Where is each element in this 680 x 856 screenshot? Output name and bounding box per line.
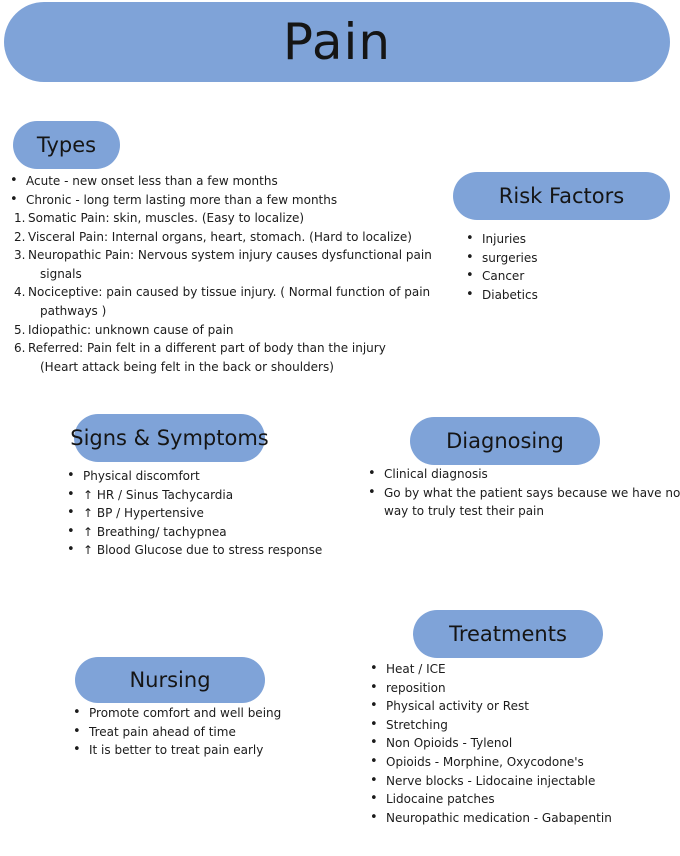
signs-symptoms-heading-pill	[70, 414, 269, 462]
risk-factors-list	[466, 230, 538, 304]
list-item: 1. Somatic Pain: skin, muscles. (Easy to localize)	[14, 211, 305, 225]
types-bullet-list	[10, 172, 337, 209]
diagnosing-heading: Diagnosing	[446, 429, 564, 453]
title-banner	[4, 2, 670, 82]
list-item: • Cancer	[466, 267, 538, 286]
list-item: • Treat pain ahead of time	[73, 723, 281, 742]
list-item: • Physical discomfort	[67, 467, 322, 486]
list-item: 3. Neuropathic Pain: Nervous system injury causes dysfunctional pain signals	[14, 248, 432, 281]
list-item: • ↑ Blood Glucose due to stress response	[67, 541, 322, 560]
list-item: • Promote comfort and well being	[73, 704, 281, 723]
list-item: 4. Nociceptive: pain caused by tissue injury. ( Normal function of pain pathways )	[14, 285, 431, 318]
list-item: • Go by what the patient says because we have no way to truly test their pain	[368, 484, 680, 521]
list-item: • Heat / ICE	[370, 660, 612, 679]
list-item: • ↑ HR / Sinus Tachycardia	[67, 486, 322, 505]
treatments-list	[370, 660, 612, 827]
list-item: 6. Referred: Pain felt in a different part of body than the injury (Heart attack being felt in the back or shoulders)	[14, 341, 386, 374]
list-item: • Neuropathic medication - Gabapentin	[370, 809, 612, 828]
signs-symptoms-list	[67, 467, 322, 560]
risk-factors-heading-pill	[453, 172, 670, 220]
nursing-heading: Nursing	[129, 668, 211, 692]
signs-symptoms-heading: Signs & Symptoms	[70, 426, 269, 450]
types-numbered-list	[14, 209, 432, 376]
nursing-list	[73, 704, 281, 760]
list-item: • ↑ BP / Hypertensive	[67, 504, 322, 523]
list-item: • ↑ Breathing/ tachypnea	[67, 523, 322, 542]
page-title: Pain	[282, 13, 392, 71]
list-item: • It is better to treat pain early	[73, 741, 281, 760]
list-item: • Injuries	[466, 230, 538, 249]
list-item: 2. Visceral Pain: Internal organs, heart, stomach. (Hard to localize)	[14, 229, 412, 244]
diagnosing-list	[368, 465, 680, 521]
list-item: • Chronic - long term lasting more than a few months	[10, 191, 337, 210]
list-item: • surgeries	[466, 249, 538, 268]
list-item: • Diabetics	[466, 286, 538, 305]
list-item: • reposition	[370, 679, 612, 698]
list-item: 5. Idiopathic: unknown cause of pain	[14, 322, 234, 337]
list-item: • Acute - new onset less than a few months	[10, 172, 337, 191]
risk-factors-heading: Risk Factors	[498, 184, 625, 208]
types-heading: Types	[36, 133, 97, 157]
list-item: • Opioids - Morphine, Oxycodone's	[370, 753, 612, 772]
treatments-heading: Treatments	[449, 622, 567, 646]
types-heading-pill	[13, 121, 120, 169]
list-item: • Physical activity or Rest	[370, 697, 612, 716]
list-item: • Non Opioids - Tylenol	[370, 734, 612, 753]
list-item: • Nerve blocks - Lidocaine injectable	[370, 772, 612, 791]
treatments-heading-pill	[413, 610, 603, 658]
list-item: • Clinical diagnosis	[368, 465, 680, 484]
list-item: • Stretching	[370, 716, 612, 735]
nursing-heading-pill	[75, 657, 265, 703]
diagnosing-heading-pill	[410, 417, 600, 465]
list-item: • Lidocaine patches	[370, 790, 612, 809]
